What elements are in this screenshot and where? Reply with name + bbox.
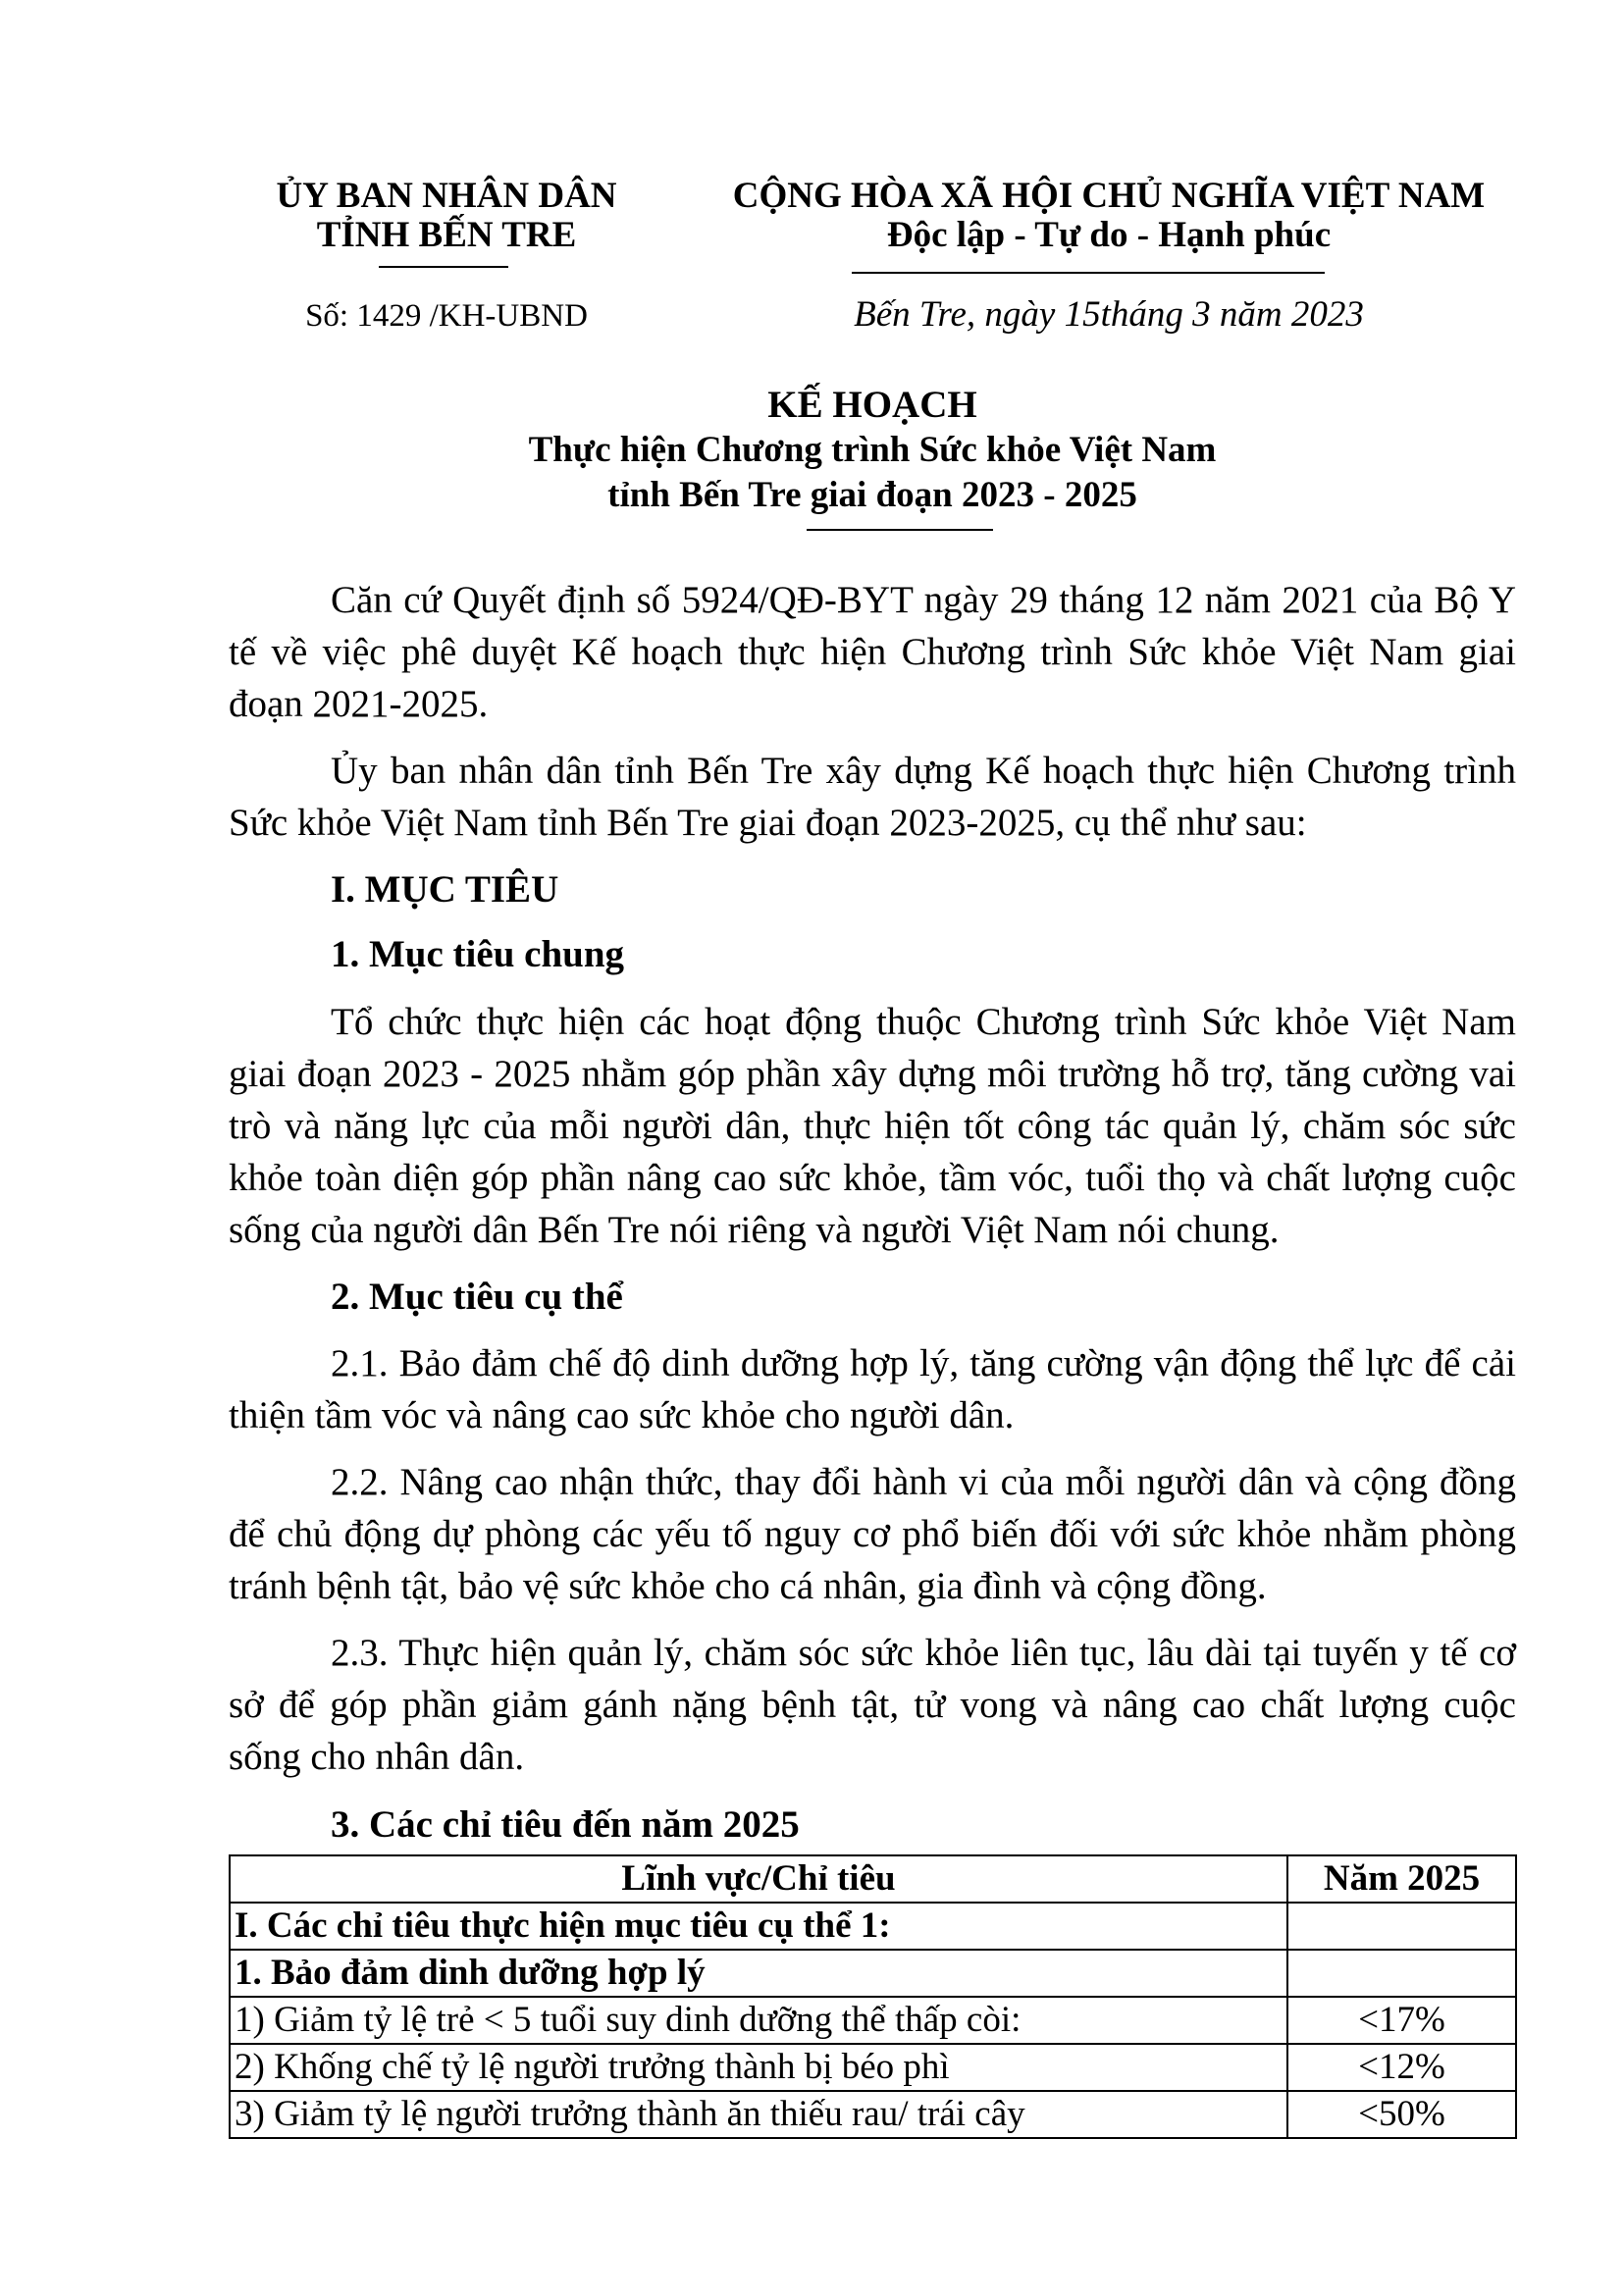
subgroup-value-empty <box>1287 1950 1516 1997</box>
paragraph-general-objective-line: trò và năng lực của mỗi người dân, thực hiện tốt công tác quản lý, chăm sóc sức <box>229 1105 1516 1147</box>
targets-table <box>229 1854 1517 2139</box>
subgroup-label: 1. Bảo đảm dinh dưỡng hợp lý <box>230 1950 1287 1997</box>
indicator-value: <50% <box>1287 2091 1516 2138</box>
table-header-row <box>230 1855 1516 1903</box>
paragraph-intro-line: Sức khỏe Việt Nam tỉnh Bến Tre giai đoạn 2023-2025, cụ thể như sau: <box>229 802 1307 844</box>
table-row <box>230 1997 1516 2044</box>
paragraph-objective-2-1-line: thiện tầm vóc và nâng cao sức khỏe cho người dân. <box>229 1394 1015 1436</box>
subheading-general-objective: 1. Mục tiêu chung <box>331 933 625 975</box>
table-group-row <box>230 1903 1516 1950</box>
table-row <box>230 2044 1516 2091</box>
paragraph-general-objective-line: giai đoạn 2023 - 2025 nhằm góp phần xây dựng môi trường hỗ trợ, tăng cường vai <box>229 1053 1516 1095</box>
document-title-line1: Thực hiện Chương trình Sức khỏe Việt Nam <box>528 430 1217 470</box>
table-subgroup-row <box>230 1950 1516 1997</box>
paragraph-objective-2-2-line: để chủ động dự phòng các yếu tố nguy cơ phổ biến đối với sức khỏe nhằm phòng <box>229 1513 1516 1555</box>
indicator-label: 2) Khống chế tỷ lệ người trưởng thành bị béo phì <box>230 2044 1287 2091</box>
indicator-value: <17% <box>1287 1997 1516 2044</box>
section-heading-objectives: I. MỤC TIÊU <box>331 868 559 911</box>
paragraph-intro-line: Ủy ban nhân dân tỉnh Bến Tre xây dựng Kế hoạch thực hiện Chương trình <box>331 750 1516 792</box>
group-label: I. Các chỉ tiêu thực hiện mục tiêu cụ thể 1: <box>230 1903 1287 1950</box>
paragraph-objective-2-2-line: 2.2. Nâng cao nhận thức, thay đổi hành vi của mỗi người dân và cộng đồng <box>331 1461 1516 1503</box>
paragraph-general-objective-line: sống của người dân Bến Tre nói riêng và người Việt Nam nói chung. <box>229 1209 1280 1251</box>
header-cell-field: Lĩnh vực/Chỉ tiêu <box>230 1855 1287 1903</box>
issuer-underline <box>379 266 508 268</box>
document-type: KẾ HOẠCH <box>767 384 977 426</box>
document-number: Số: 1429 /KH-UBND <box>305 298 588 334</box>
national-motto: Độc lập - Tự do - Hạnh phúc <box>886 215 1332 255</box>
paragraph-legal-basis-line: đoạn 2021-2025. <box>229 683 489 725</box>
national-title: CỘNG HÒA XÃ HỘI CHỦ NGHĨA VIỆT NAM <box>732 176 1486 216</box>
group-value-empty <box>1287 1903 1516 1950</box>
header-cell-year: Năm 2025 <box>1287 1855 1516 1903</box>
paragraph-legal-basis-line: tế về việc phê duyệt Kế hoạch thực hiện Chương trình Sức khỏe Việt Nam giai <box>229 631 1516 673</box>
paragraph-objective-2-1-line: 2.1. Bảo đảm chế độ dinh dưỡng hợp lý, tăng cường vận động thể lực để cải <box>331 1342 1516 1384</box>
issuer-province: TỈNH BẾN TRE <box>316 215 577 255</box>
paragraph-general-objective-line: Tổ chức thực hiện các hoạt động thuộc Chương trình Sức khỏe Việt Nam <box>331 1001 1516 1043</box>
paragraph-general-objective-line: khỏe toàn diện góp phần nâng cao sức khỏe, tầm vóc, tuổi thọ và chất lượng cuộc <box>229 1157 1516 1199</box>
paragraph-objective-2-2-line: tránh bệnh tật, bảo vệ sức khỏe cho cá nhân, gia đình và cộng đồng. <box>229 1565 1267 1607</box>
motto-underline <box>852 272 1325 274</box>
paragraph-objective-2-3-line: sống cho nhân dân. <box>229 1736 525 1778</box>
document-title-line2: tỉnh Bến Tre giai đoạn 2023 - 2025 <box>607 475 1137 515</box>
subheading-specific-objectives: 2. Mục tiêu cụ thể <box>331 1276 623 1318</box>
paragraph-objective-2-3-line: 2.3. Thực hiện quản lý, chăm sóc sức khỏe liên tục, lâu dài tại tuyến y tế cơ <box>331 1632 1516 1674</box>
title-underline <box>807 529 993 531</box>
paragraph-legal-basis-line: Căn cứ Quyết định số 5924/QĐ-BYT ngày 29 tháng 12 năm 2021 của Bộ Y <box>331 579 1516 621</box>
table-row <box>230 2091 1516 2138</box>
paragraph-objective-2-3-line: sở để góp phần giảm gánh nặng bệnh tật, tử vong và nâng cao chất lượng cuộc <box>229 1684 1516 1726</box>
indicator-value: <12% <box>1287 2044 1516 2091</box>
place-date: Bến Tre, ngày 15tháng 3 năm 2023 <box>854 294 1364 335</box>
indicator-label: 1) Giảm tỷ lệ trẻ < 5 tuổi suy dinh dưỡng thể thấp còi: <box>230 1997 1287 2044</box>
indicator-label: 3) Giảm tỷ lệ người trưởng thành ăn thiếu rau/ trái cây <box>230 2091 1287 2138</box>
subheading-targets-2025: 3. Các chỉ tiêu đến năm 2025 <box>331 1803 800 1846</box>
issuer-name: ỦY BAN NHÂN DÂN <box>276 176 617 216</box>
